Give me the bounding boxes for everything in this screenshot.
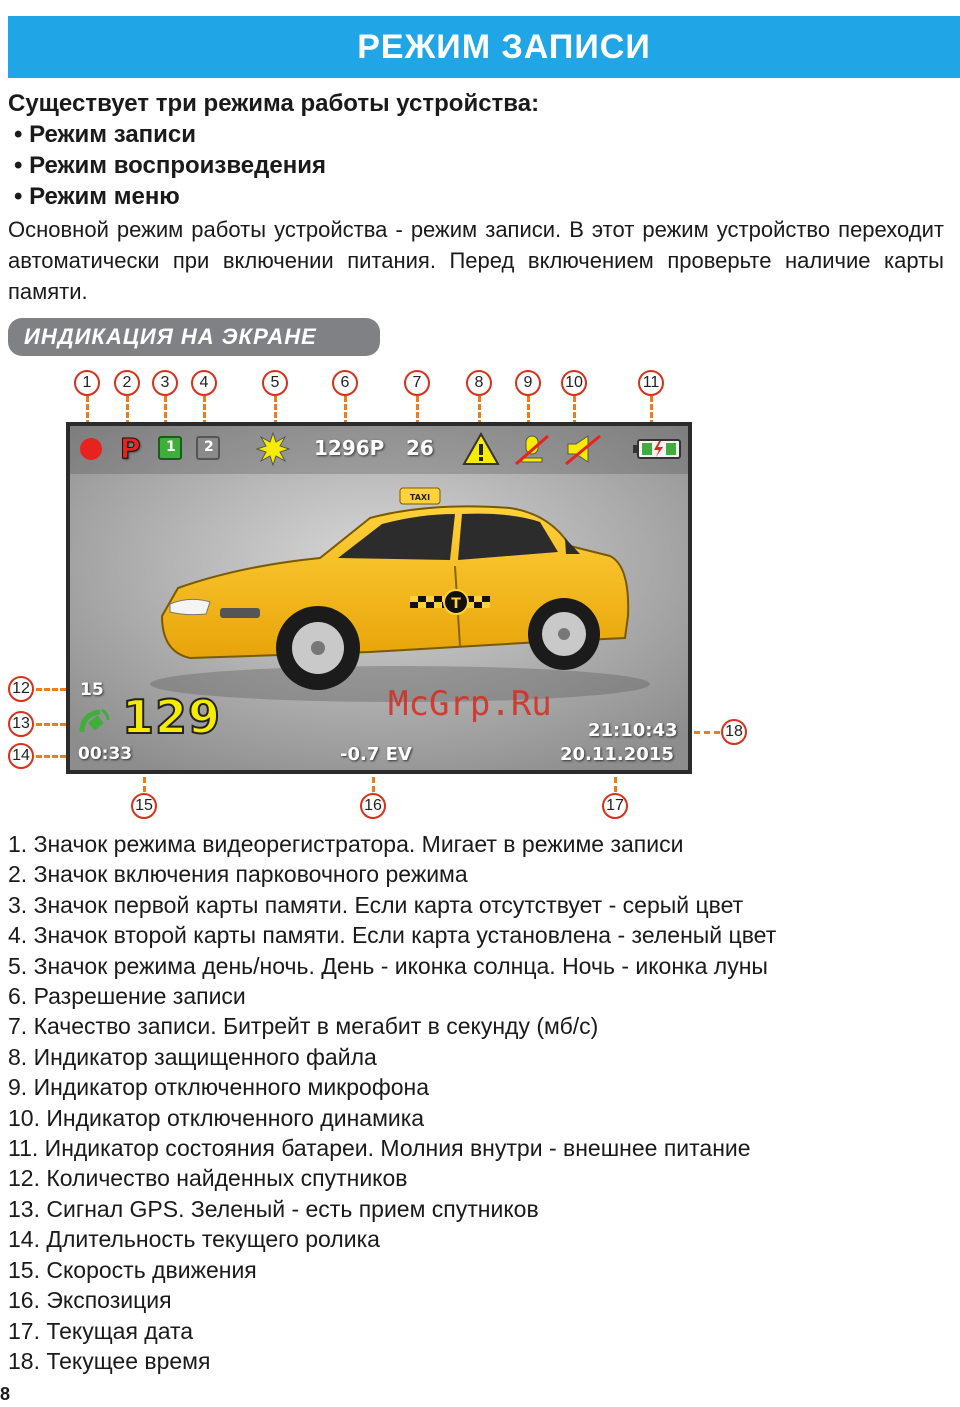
legend-item: 9. Индикатор отключенного микрофона (8, 1074, 430, 1101)
legend-item: 2. Значок включения парковочного режима (8, 861, 468, 888)
legend-item: 3. Значок первой карты памяти. Если карта отсутствует - серый цвет (8, 891, 744, 918)
mode-item: • Режим меню (14, 181, 326, 212)
taxi-sign-text: TAXI (409, 493, 431, 502)
callout-13: 13 (8, 711, 34, 737)
page-number: 8 (0, 1384, 11, 1404)
legend-item: 14. Длительность текущего ролика (8, 1226, 380, 1253)
callout-4: 4 (191, 370, 217, 396)
clip-duration: 00:33 (78, 744, 133, 764)
callout-5: 5 (262, 370, 288, 396)
legend-item: 6. Разрешение записи (8, 983, 246, 1010)
legend-list (8, 829, 776, 1376)
legend-item: 4. Значок второй карты памяти. Если карта установлена - зеленый цвет (8, 922, 777, 949)
callout-6: 6 (332, 370, 358, 396)
parking-mode-icon: P (120, 432, 141, 465)
legend-item: 17. Текущая дата (8, 1317, 194, 1344)
gps-signal-icon (78, 706, 112, 736)
day-mode-sun-icon (256, 432, 290, 466)
callout-12: 12 (8, 676, 34, 702)
memory-card-2-icon: 2 (196, 436, 220, 460)
exposure-label: -0.7 EV (340, 744, 412, 765)
callout-10: 10 (561, 370, 587, 396)
legend-item: 16. Экспозиция (8, 1287, 172, 1314)
watermark: McGrp.Ru (388, 684, 552, 724)
legend-item: 5. Значок режима день/ночь. День - иконка солнца. Ночь - иконка луны (8, 952, 768, 979)
callout-8: 8 (466, 370, 492, 396)
memory-card-1-icon: 1 (158, 436, 182, 460)
callout-11: 11 (638, 370, 664, 396)
legend-item: 15. Скорость движения (8, 1256, 257, 1283)
legend-item: 1. Значок режима видеорегистратора. Мигает в режиме записи (8, 831, 684, 857)
section-heading (8, 318, 380, 356)
page-header (8, 16, 960, 78)
callout-1: 1 (74, 370, 100, 396)
current-date: 20.11.2015 (560, 744, 674, 765)
battery-charging-icon (632, 438, 682, 460)
legend-item: 8. Индикатор защищенного файла (8, 1043, 377, 1070)
legend-item: 18. Текущее время (8, 1347, 211, 1374)
section-title: ИНДИКАЦИЯ НА ЭКРАНЕ (24, 324, 317, 349)
legend-item: 12. Количество найденных спутников (8, 1165, 408, 1192)
speed-readout: 129 (122, 690, 222, 744)
callout-18: 18 (721, 719, 747, 745)
mic-off-icon (514, 432, 550, 466)
intro-heading: Существует три режима работы устройства: (8, 90, 540, 117)
callout-16: 16 (360, 793, 386, 819)
legend-item: 10. Индикатор отключенного динамика (8, 1104, 425, 1131)
legend-item: 7. Качество записи. Битрейт в мегабит в секунду (мб/с) (8, 1013, 599, 1040)
mode-list (14, 119, 326, 212)
callout-14: 14 (8, 743, 34, 769)
legend-item: 11. Индикатор состояния батареи. Молния внутри - внешнее питание (8, 1135, 751, 1162)
current-time: 21:10:43 (588, 720, 678, 741)
device-screen (66, 422, 692, 774)
callout-9: 9 (515, 370, 541, 396)
protected-file-warning-icon (462, 432, 500, 466)
satellite-count: 15 (80, 680, 104, 700)
callout-2: 2 (114, 370, 140, 396)
record-icon (78, 436, 104, 462)
callout-3: 3 (152, 370, 178, 396)
svg-text:T: T (451, 596, 461, 612)
intro-paragraph: Основной режим работы устройства - режим записи. В этот режим устройство переходит автоматически при включении питания. Перед включением проверьте наличие карты памяти. (8, 217, 944, 304)
mode-item: • Режим воспроизведения (14, 150, 326, 181)
speaker-off-icon (564, 432, 602, 466)
callout-7: 7 (404, 370, 430, 396)
page-title: РЕЖИМ ЗАПИСИ (357, 27, 651, 66)
mode-item: • Режим записи (14, 119, 326, 150)
resolution-label: 1296P (314, 436, 385, 460)
bitrate-label: 26 (406, 436, 434, 460)
callout-15: 15 (131, 793, 157, 819)
legend-item: 13. Сигнал GPS. Зеленый - есть прием спутников (8, 1195, 539, 1222)
callout-17: 17 (602, 793, 628, 819)
